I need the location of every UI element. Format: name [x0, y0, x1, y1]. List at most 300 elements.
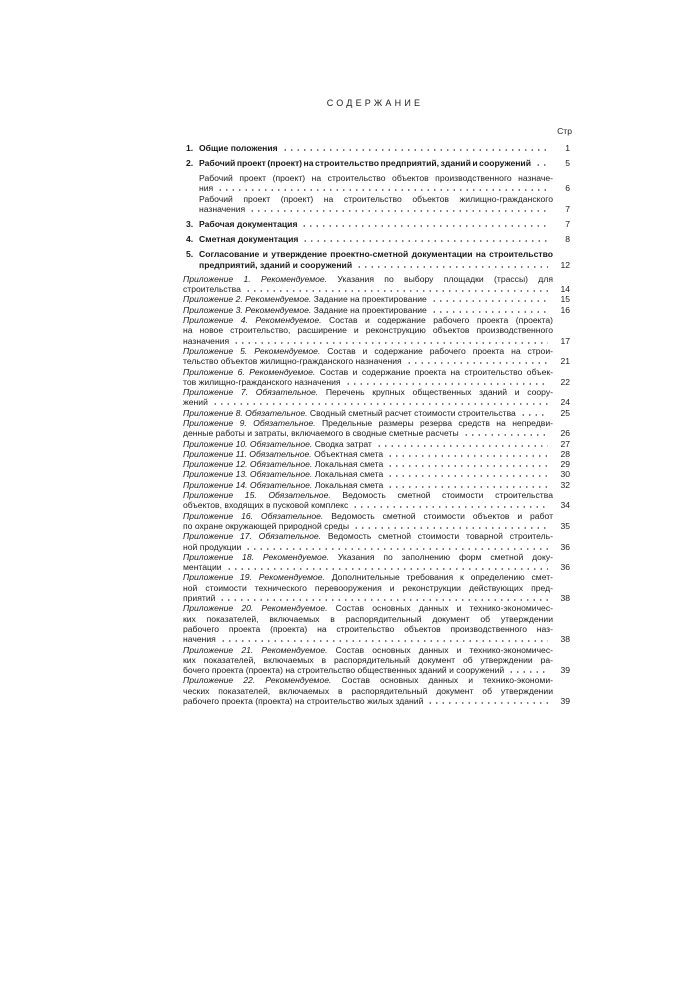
page-number: 6	[565, 183, 570, 194]
toc-appendix-entry	[183, 294, 570, 304]
toc-appendix-entry	[183, 274, 570, 295]
line-content	[183, 696, 423, 706]
toc-line	[183, 249, 570, 260]
entry-text: тельство объектов жилищно-гражданского назначения	[183, 356, 402, 367]
toc-appendix-entry	[183, 552, 570, 573]
line-content	[199, 204, 245, 215]
dot-leader	[406, 362, 548, 364]
toc-line	[183, 562, 570, 572]
toc-line	[183, 593, 570, 603]
line-body	[183, 521, 553, 531]
toc-line	[183, 183, 570, 194]
line-body	[183, 583, 553, 593]
line-content	[183, 346, 553, 356]
toc-line	[183, 305, 570, 315]
entry-text: ния	[199, 183, 214, 194]
line-content	[183, 500, 348, 510]
entry-text: жений	[183, 397, 208, 408]
appendix-label: Приложение 7. Обязательное.	[183, 387, 319, 398]
entry-text: назначения	[199, 204, 246, 215]
appendix-label: Приложение 3. Рекомендуемое.	[183, 304, 312, 315]
line-content	[183, 336, 229, 346]
line-body	[183, 305, 553, 315]
entry-text: Сводный сметный расчет стоимости строительства	[309, 407, 516, 418]
toc-section-entry	[183, 219, 570, 230]
toc-line	[183, 634, 570, 644]
dot-leader	[387, 486, 548, 488]
line-body	[183, 500, 553, 510]
toc-appendix-entry	[183, 418, 570, 439]
toc-line	[183, 315, 570, 325]
toc-line	[183, 531, 570, 541]
page-number: 24	[560, 397, 570, 408]
line-content	[183, 634, 216, 644]
line-body	[183, 572, 553, 582]
entry-text: Ведомость сметной стоимости объектов и работ	[331, 510, 554, 521]
line-body	[183, 645, 553, 655]
entry-text: Состав и содержание рабочего проекта на строи-	[327, 345, 553, 356]
line-content	[183, 675, 553, 685]
line-content	[183, 614, 553, 624]
entry-text: тов жилищно-гражданского назначения	[183, 376, 341, 387]
toc-line	[183, 325, 570, 335]
entry-text: назначения	[183, 335, 230, 346]
line-body	[183, 294, 553, 304]
line-content	[183, 645, 553, 655]
line-body	[183, 377, 553, 387]
toc-appendix-entry	[183, 645, 570, 676]
page-number: 35	[560, 520, 570, 531]
page-number: 16	[560, 304, 570, 315]
toc-appendix-entry	[183, 449, 570, 459]
line-content	[183, 469, 383, 479]
line-content	[183, 356, 402, 366]
dot-leader	[245, 548, 548, 550]
toc-appendix-entry	[183, 408, 570, 418]
page-number: 39	[560, 665, 570, 676]
page-number: 12	[560, 259, 570, 270]
line-content	[183, 531, 553, 541]
section-number: 1.	[186, 142, 194, 153]
line-body	[186, 249, 553, 260]
toc-line	[183, 260, 570, 271]
toc-line	[183, 173, 570, 184]
page-number: 36	[560, 562, 570, 573]
page-number: 32	[560, 479, 570, 490]
toc-line	[183, 194, 570, 205]
line-content	[183, 480, 383, 490]
line-body	[183, 428, 553, 438]
section-number: 5.	[186, 249, 194, 260]
line-content	[183, 418, 553, 428]
toc-line	[183, 219, 570, 230]
line-content	[199, 173, 553, 184]
dot-leader	[463, 434, 548, 436]
entry-text: Состав основных данных и технико-экономи-	[341, 675, 553, 686]
line-content	[183, 572, 553, 582]
entry-text: предприятий, зданий и сооружений	[199, 259, 353, 270]
line-content	[183, 603, 553, 613]
entry-text: ческих показателей, включаемых в распорядительный документ об утверждении	[183, 685, 553, 696]
line-content	[183, 439, 372, 449]
line-content	[199, 158, 531, 169]
toc-appendix-entry	[183, 572, 570, 603]
toc-line	[183, 469, 570, 479]
entry-text: Сводка затрат	[314, 438, 372, 449]
line-body	[183, 490, 553, 500]
page-number: 34	[560, 500, 570, 511]
line-body	[183, 624, 553, 634]
toc-line	[183, 521, 570, 531]
line-body	[183, 387, 553, 397]
page-number: 28	[560, 448, 570, 459]
dot-leader	[387, 465, 548, 467]
line-content	[183, 552, 553, 562]
appendix-label: Приложение 20. Рекомендуемое.	[183, 603, 328, 614]
entry-text: Рабочий проект (проект) на строительство объектов производственного назначе-	[199, 172, 553, 183]
line-content	[199, 249, 553, 260]
toc-line	[183, 542, 570, 552]
entry-text: рабочего проекта (проекта) на строительство жилых зданий	[183, 696, 424, 707]
line-content	[183, 511, 553, 521]
toc-line	[183, 603, 570, 613]
page-number: 17	[560, 335, 570, 346]
dot-leader	[220, 640, 548, 642]
line-body	[186, 157, 553, 169]
entry-text: ментации	[183, 562, 222, 573]
page-number: 38	[560, 593, 570, 604]
toc-line	[183, 614, 570, 624]
appendix-label: Приложение 1. Рекомендуемое.	[183, 273, 328, 284]
dot-leader	[302, 240, 548, 242]
page-number: 39	[560, 696, 570, 707]
appendix-label: Приложение 13. Обязательное.	[183, 469, 313, 480]
toc-line	[183, 665, 570, 675]
dot-leader	[427, 702, 548, 704]
entry-text: ной продукции	[183, 541, 242, 552]
line-body	[186, 142, 553, 154]
entry-text: Состав основных данных и технико-экономичес-	[335, 644, 553, 655]
toc-line	[183, 449, 570, 459]
toc-appendix-entry	[183, 315, 570, 346]
toc-line	[183, 336, 570, 346]
page-number: 7	[565, 204, 570, 215]
dot-leader	[387, 475, 548, 477]
appendix-label: Приложение 17. Обязательное.	[183, 531, 322, 542]
dot-leader	[508, 671, 548, 673]
line-body	[183, 284, 553, 294]
toc-appendix-entry	[183, 439, 570, 449]
entry-text: Рабочий проект (проект) на строительство предприятий, зданий и сооружений	[199, 157, 531, 168]
appendix-label: Приложение 9. Обязательное.	[183, 418, 316, 428]
line-body	[186, 219, 553, 230]
toc-line	[183, 686, 570, 696]
line-content	[183, 521, 349, 531]
entry-text: Состав и содержание проекта на строительство объек-	[319, 366, 553, 377]
line-content	[183, 583, 553, 593]
toc-line	[183, 204, 570, 215]
line-body	[183, 274, 553, 284]
line-body	[199, 194, 553, 205]
toc-appendix-entry	[183, 346, 570, 367]
line-body	[183, 418, 553, 428]
toc-line	[183, 624, 570, 634]
toc-line	[183, 367, 570, 377]
line-body	[183, 397, 553, 407]
line-body	[183, 552, 553, 562]
line-content	[183, 408, 516, 418]
line-content	[183, 490, 553, 500]
dot-leader	[301, 225, 548, 227]
entry-text: Согласование и утверждение проектно-сметной документации на строительство	[199, 249, 553, 260]
toc-section-entry	[183, 249, 570, 270]
line-body	[183, 449, 553, 459]
toc-appendix-entry	[183, 480, 570, 490]
toc-line	[183, 552, 570, 562]
line-body	[183, 655, 553, 665]
line-body	[183, 408, 553, 418]
line-content	[199, 260, 352, 271]
line-body	[183, 665, 553, 675]
dot-leader	[217, 189, 548, 191]
section-number: 3.	[186, 219, 194, 230]
toc-line	[183, 583, 570, 593]
toc-appendix-entry	[183, 459, 570, 469]
line-content	[183, 562, 222, 572]
line-content	[183, 542, 241, 552]
toc-line	[183, 234, 570, 245]
dot-leader	[520, 414, 548, 416]
line-content	[199, 219, 297, 230]
entry-text: на новое строительство, расширение и реконструкцию объектов производственного	[183, 325, 553, 336]
toc-appendix-entry	[183, 531, 570, 552]
line-body	[183, 593, 553, 603]
entry-text: Состав основных данных и технико-экономичес-	[335, 603, 553, 614]
appendix-label: Приложение 16. Обязательное.	[183, 510, 324, 521]
toc-line	[183, 428, 570, 438]
section-number: 4.	[186, 234, 194, 245]
appendix-label: Приложение 4. Рекомендуемое.	[183, 315, 322, 326]
toc-appendix-entry	[183, 367, 570, 388]
line-content	[199, 194, 553, 205]
line-body	[183, 469, 553, 479]
page-number: 26	[560, 428, 570, 439]
entry-text: Ведомость сметной стоимости товарной строитель-	[327, 531, 553, 542]
toc-line	[183, 459, 570, 469]
entry-text: объектов, входящих в пусковой комплекс	[183, 500, 349, 511]
line-content	[183, 624, 553, 634]
toc-appendix-entry	[183, 387, 570, 408]
toc-sections	[183, 143, 570, 271]
entry-text: Задание на проектирование	[313, 304, 427, 315]
entry-text: ной стоимости технического перевооружения и реконструкции действующих пред-	[183, 582, 553, 593]
line-content	[183, 284, 241, 294]
entry-text: Объектная смета	[314, 448, 384, 459]
appendix-label: Приложение 12. Обязательное.	[183, 459, 313, 470]
line-content	[183, 294, 427, 304]
entry-text: ких показателей, включаемых в распорядительный документ об утверждении	[183, 613, 553, 624]
line-body	[183, 634, 553, 644]
line-content	[199, 183, 213, 194]
line-body	[183, 531, 553, 541]
entry-text: Указания по выбору площадки (трассы) для	[337, 273, 553, 284]
appendix-label: Приложение 8. Обязательное.	[183, 407, 308, 418]
dot-leader	[282, 149, 548, 151]
line-body	[183, 480, 553, 490]
appendix-label: Приложение 18. Рекомендуемое.	[183, 551, 329, 562]
dot-leader	[356, 266, 548, 268]
page-number: 27	[560, 438, 570, 449]
page-number: 21	[560, 356, 570, 367]
line-content	[183, 593, 215, 603]
page-number: 22	[560, 376, 570, 387]
appendix-label: Приложение 21. Рекомендуемое.	[183, 644, 328, 655]
line-body	[183, 356, 553, 366]
entry-text: Перечень крупных общественных зданий и соору-	[325, 387, 554, 398]
page-number: 38	[560, 634, 570, 645]
page-title: СОДЕРЖАНИЕ	[326, 98, 424, 108]
entry-text: строительства	[183, 284, 241, 295]
line-body	[183, 603, 553, 613]
line-content	[199, 234, 298, 245]
line-body	[199, 183, 553, 194]
toc-line	[183, 408, 570, 418]
dot-leader	[226, 568, 548, 570]
toc-appendix-entry	[183, 469, 570, 479]
dot-leader	[353, 527, 548, 529]
page-number: 14	[560, 284, 570, 295]
dot-leader	[345, 383, 548, 385]
page-number: 25	[560, 407, 570, 418]
page-number: 8	[565, 234, 570, 245]
dot-leader	[219, 599, 548, 601]
dot-leader	[376, 445, 548, 447]
line-body	[183, 336, 553, 346]
entry-text: Задание на проектирование	[313, 294, 427, 305]
line-body	[183, 439, 553, 449]
toc-line	[183, 158, 570, 169]
appendix-label: Приложение 10. Обязательное.	[183, 438, 313, 449]
line-body	[183, 346, 553, 356]
line-body	[183, 562, 553, 572]
line-body	[183, 325, 553, 335]
line-content	[183, 459, 383, 469]
entry-text: Рабочий проект (проект) на строительство объектов жилищно-гражданского	[199, 193, 553, 204]
entry-text: приятий	[183, 593, 216, 604]
toc-line	[183, 284, 570, 294]
toc-line	[183, 356, 570, 366]
line-content	[183, 686, 553, 696]
line-content	[183, 305, 427, 315]
appendix-label: Приложение 19. Рекомендуемое.	[183, 572, 325, 583]
appendix-label: Приложение 6. Рекомендуемое.	[183, 366, 316, 377]
page-number: 7	[565, 219, 570, 230]
toc-line	[183, 645, 570, 655]
toc-line	[183, 397, 570, 407]
line-body	[199, 260, 553, 271]
entry-text: Рабочая документация	[199, 219, 298, 230]
line-body	[183, 542, 553, 552]
appendix-label: Приложение 11. Обязательное.	[183, 448, 312, 459]
entry-text: Указания по заполнению форм сметной доку-	[337, 551, 553, 562]
toc-appendix-entry	[183, 511, 570, 532]
dot-leader	[249, 210, 548, 212]
toc-section-entry	[183, 158, 570, 215]
toc-line	[183, 675, 570, 685]
page-number: 30	[560, 469, 570, 480]
entry-text: Дополнительные требования к определению смет-	[331, 572, 553, 583]
toc-appendix-entry	[183, 490, 570, 511]
line-body	[183, 614, 553, 624]
line-body	[183, 696, 553, 706]
toc-appendix-entry	[183, 675, 570, 706]
page-number: 5	[565, 157, 570, 168]
toc-line	[183, 346, 570, 356]
entry-text: Сметная документация	[199, 234, 299, 245]
toc-section-entry	[183, 234, 570, 245]
toc-line	[183, 511, 570, 521]
entry-text: Локальная смета	[314, 459, 384, 470]
toc-line	[183, 480, 570, 490]
toc-line	[183, 655, 570, 665]
appendix-label: Приложение 14. Обязательное.	[183, 479, 313, 490]
toc-subitems	[183, 173, 570, 215]
page-number: 29	[560, 459, 570, 470]
dot-leader	[233, 342, 548, 344]
dot-leader	[245, 290, 548, 292]
entry-text: Состав и содержание рабочего проекта (проекта)	[329, 315, 553, 326]
table-of-contents	[183, 143, 570, 707]
line-content	[183, 428, 459, 438]
page-number: 15	[560, 294, 570, 305]
entry-text: рабочего проекта (проекта) на строительство объектов производственного наз-	[183, 623, 553, 634]
section-number: 2.	[186, 157, 194, 168]
line-body	[183, 315, 553, 325]
appendix-label: Приложение 5. Рекомендуемое.	[183, 345, 321, 356]
dot-leader	[387, 455, 548, 457]
entry-text: бочего проекта (проекта) на строительство общественных зданий и сооружений	[183, 665, 505, 676]
line-body	[183, 367, 553, 377]
toc-appendix-entry	[183, 305, 570, 315]
line-body	[199, 204, 553, 215]
dot-leader	[431, 300, 548, 302]
entry-text: Общие положения	[199, 142, 278, 153]
dot-leader	[535, 164, 548, 166]
appendix-label: Приложение 2. Рекомендуемое.	[183, 294, 312, 305]
appendix-label: Приложение 15. Обязательное.	[183, 490, 331, 501]
page-number: 36	[560, 541, 570, 552]
toc-appendices	[183, 274, 570, 706]
line-content	[183, 397, 208, 407]
dot-leader	[212, 403, 548, 405]
dot-leader	[352, 506, 548, 508]
dot-leader	[431, 311, 548, 313]
entry-text: Ведомость сметной стоимости строительства	[342, 490, 553, 501]
toc-line	[183, 572, 570, 582]
line-body	[183, 686, 553, 696]
toc-line	[183, 490, 570, 500]
line-body	[199, 173, 553, 184]
entry-text: денные работы и затраты, включаемого в сводные сметные расчеты	[183, 428, 459, 439]
line-content	[183, 387, 553, 397]
toc-section-entry	[183, 143, 570, 154]
toc-line	[183, 274, 570, 284]
entry-text: Предельные размеры резерва средств на непредви-	[321, 418, 553, 428]
toc-line	[183, 696, 570, 706]
line-content	[183, 315, 553, 325]
line-body	[183, 511, 553, 521]
toc-line	[183, 377, 570, 387]
